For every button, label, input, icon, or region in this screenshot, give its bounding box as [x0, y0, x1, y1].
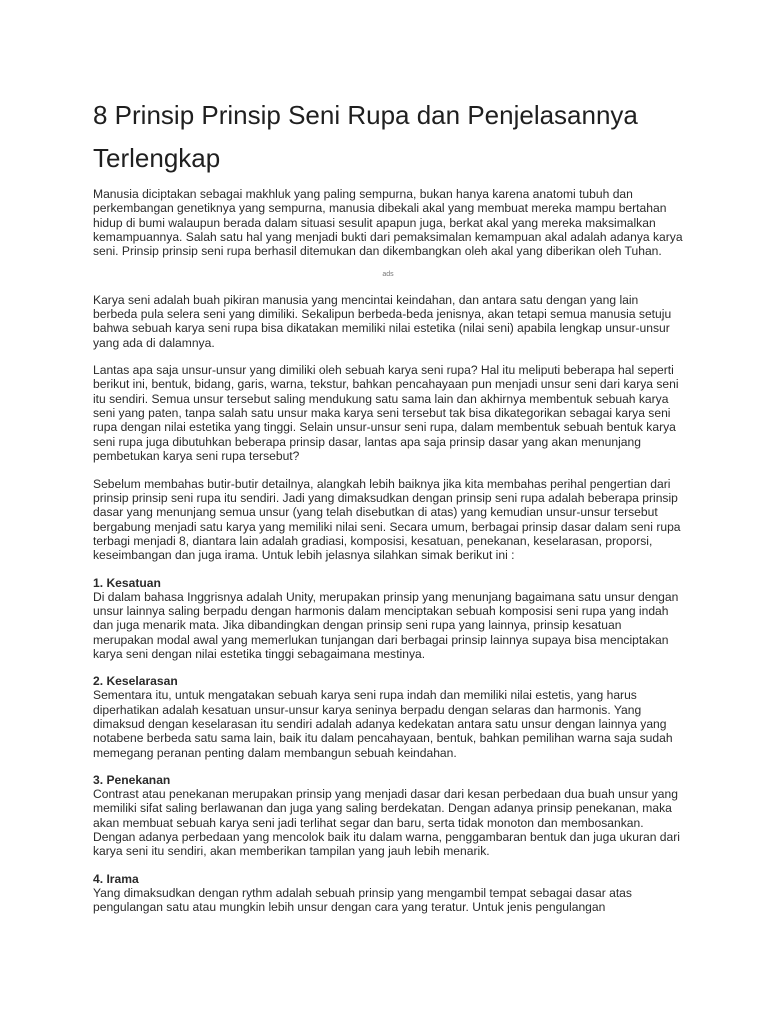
section-text: Contrast atau penekanan merupakan prinsip yang menjadi dasar dari kesan perbedaan dua buah unsur yang memiliki sifat saling berlawanan dan juga yang saling berdekatan. Dengan adanya prinsip penekanan, maka akan membuat sebuah karya seni jadi terlihat segar dan baru, serta tidak monoton dan membosankan. Dengan adanya perbedaan yang mencolok baik itu dalam warna, penggambaran bentuk dan juga ukuran dari karya seni itu sendiri, akan memberikan tampilan yang jauh lebih menarik. — [93, 787, 680, 859]
section-heading: 4. Irama — [93, 871, 139, 886]
section-text: Sementara itu, untuk mengatakan sebuah karya seni rupa indah dan memiliki nilai estetis, yang harus diperhatikan adalah kesatuan unsur-unsur karya seninya berpadu dengan selaras dan harmonis. Yang dimaksud dengan keselarasan itu sendiri adalah adanya kedekatan antara satu unsur dengan lainnya yang notabene berbeda satu sama lain, baik itu dalam pencahayaan, bentuk, bahkan pemilihan warna saja sudah memegang peranan penting dalam membangun sebuah keindahan. — [93, 688, 673, 760]
ads-label: ads — [382, 270, 394, 278]
section-irama — [93, 872, 683, 915]
section-text: Yang dimaksudkan dengan rythm adalah sebuah prinsip yang mengambil tempat sebagai dasar atas pengulangan satu atau mungkin lebih unsur dengan cara yang teratur. Untuk jenis pengulangan — [93, 885, 632, 915]
page-title: 8 Prinsip Prinsip Seni Rupa dan Penjelasannya Terlengkap — [93, 100, 638, 173]
section-keselarasan — [93, 674, 683, 760]
section-heading: 3. Penekanan — [93, 773, 171, 787]
intro-paragraph: Manusia diciptakan sebagai makhluk yang paling sempurna, bukan hanya karena anatomi tubuh dan perkembangan genetiknya yang sempurna, manusia dibekali akal yang membuat mereka mampu bertahan hidup di bumi walaupun berada dalam situasi sesulit apapun juga, berkat akal yang mereka maksimalkan kemampuannya. Salah satu hal yang menjadi bukti dari pemaksimalan kemampuan akal adalah adanya karya seni. Prinsip prinsip seni rupa berhasil ditemukan dan dikembangkan oleh akal yang diberikan oleh Tuhan. — [93, 187, 683, 259]
section-penekanan — [93, 773, 683, 859]
section-heading: 2. Keselarasan — [93, 674, 178, 689]
body-paragraph: Lantas apa saja unsur-unsur yang dimiliki oleh sebuah karya seni rupa? Hal itu meliputi beberapa hal seperti berikut ini, bentuk, bidang, garis, warna, tekstur, bahkan pencahayaan pun menjadi unsur seni dari karya seni itu sendiri. Semua unsur tersebut saling mendukung satu sama lain dan akhirnya membentuk sebuah karya seni yang paten, tanpa salah satu unsur maka karya seni tersebut tak bisa dikategorikan sebagai karya seni rupa dengan nilai estetika yang tinggi. Selain unsur-unsur seni rupa, dalam membentuk sebuah bentuk karya seni rupa juga dibutuhkan beberapa prinsip dasar, lantas apa saja prinsip dasar yang akan menunjang pembetukan karya seni rupa tersebut? — [93, 363, 679, 464]
section-kesatuan — [93, 576, 683, 662]
body-paragraph: Karya seni adalah buah pikiran manusia yang mencintai keindahan, dan antara satu dengan yang lain berbeda pula selera seni yang dimiliki. Sekalipun berbeda-beda jenisnya, akan tetapi semua manusia setuju bahwa sebuah karya seni rupa bisa dikatakan memiliki nilai estetika (nilai seni) apabila lengkap unsur-unsur yang ada di dalamnya. — [93, 292, 672, 350]
section-text: Di dalam bahasa Inggrisnya adalah Unity, merupakan prinsip yang menunjang bagaimana satu unsur dengan unsur lainnya saling berpadu dengan harmonis dalam menciptakan sebuah komposisi seni rupa yang indah dan juga menarik mata. Jika dibandingkan dengan prinsip seni rupa yang lainnya, prinsip kesatuan merupakan modal awal yang memerlukan tunjangan dari berbagai prinsip lainnya supaya bisa menciptakan karya seni dengan nilai estetika tinggi sebagaimana mestinya. — [93, 589, 679, 661]
section-heading: 1. Kesatuan — [93, 575, 161, 590]
article — [93, 94, 683, 914]
body-paragraph: Sebelum membahas butir-butir detailnya, alangkah lebih baiknya jika kita membahas perihal pengertian dari prinsip prinsip seni rupa itu sendiri. Jadi yang dimaksudkan dengan prinsip seni rupa adalah beberapa prinsip dasar yang menunjang semua unsur (yang telah disebutkan di atas) yang kemudian unsur-unsur tersebut bergabung menjadi satu karya yang memiliki nilai seni. Secara umum, berbagai prinsip dasar dalam seni rupa terbagi menjadi 8, diantara lain adalah gradiasi, komposisi, kesatuan, penekanan, keselarasan, proporsi, keseimbangan dan juga irama. Untuk lebih jelasnya silahkan simak berikut ini : — [93, 476, 681, 563]
